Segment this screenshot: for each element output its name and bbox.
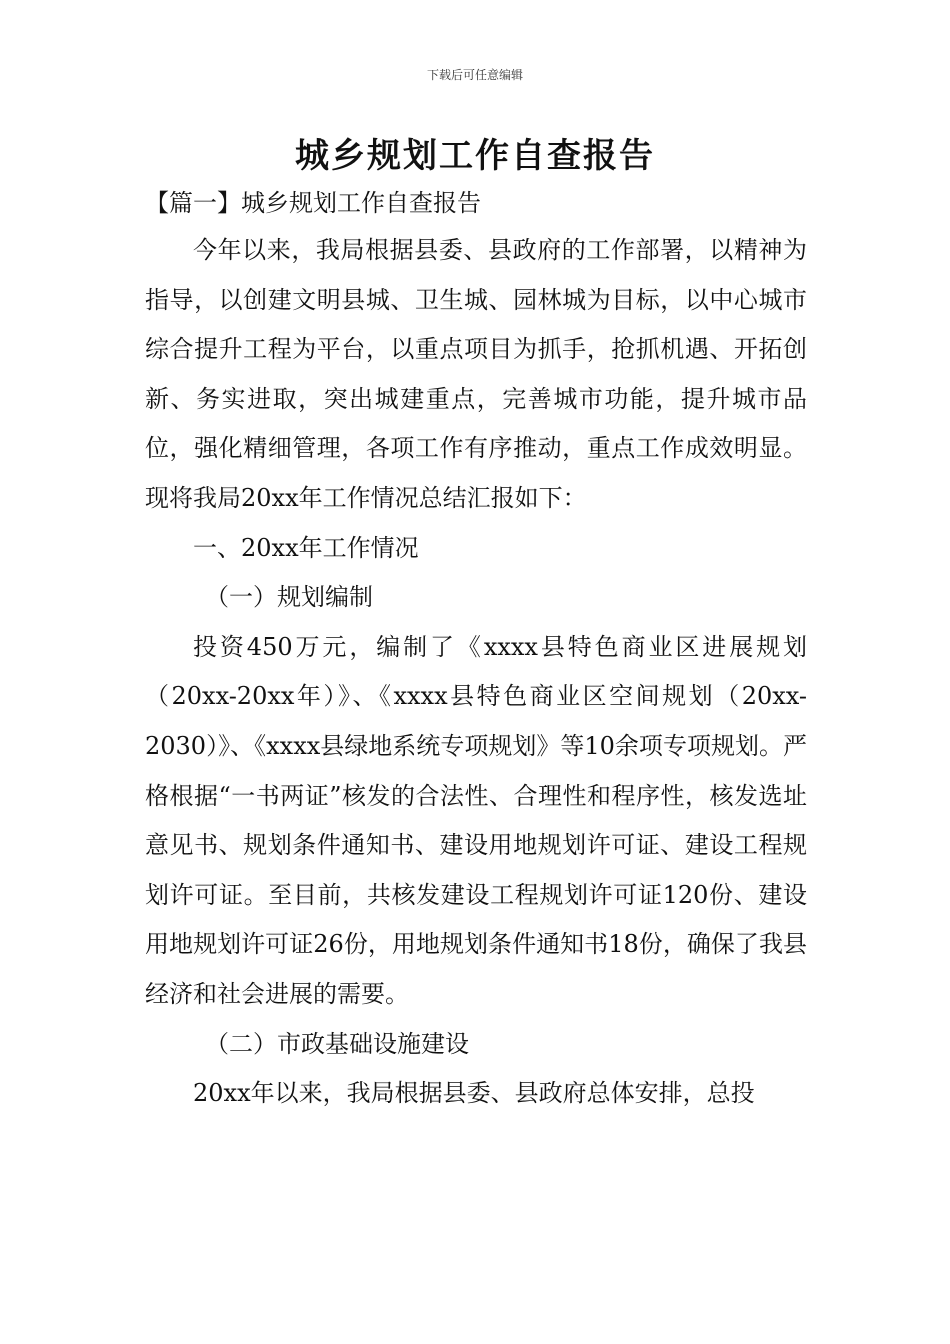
section-heading: 【篇一】城乡规划工作自查报告 <box>145 189 481 217</box>
document-body <box>145 226 807 1119</box>
intro-paragraph: 今年以来，我局根据县委、县政府的工作部署，以精神为指导，以创建文明县城、卫生城、园林城为目标，以中心城市综合提升工程为平台，以重点项目为抓手，抢抓机遇、开拓创新、务实进取，突出城建重点，完善城市功能，提升城市品位，强化精细管理，各项工作有序推动，重点工作成效明显。现将我局20xx年工作情况总结汇报如下： <box>145 236 807 512</box>
infrastructure-paragraph: 20xx年以来，我局根据县委、县政府总体安排，总投 <box>193 1079 755 1108</box>
subheading-infrastructure: （二）市政基础设施建设 <box>205 1029 469 1058</box>
subheading-planning: （一）规划编制 <box>205 583 373 612</box>
planning-paragraph: 投资450万元，编制了《xxxx县特色商业区进展规划（20xx-20xx年）》、《xxxx县特色商业区空间规划（20xx-2030）》、《xxxx县绿地系统专项规划》等10余项专项规划。严格根据“一书两证”核发的合法性、合理性和程序性，核发选址意见书、规划条件通知书、建设用地规划许可证、建设工程规划许可证。至目前，共核发建设工程规划许可证120份、建设用地规划许可证26份，用地规划条件通知书18份，确保了我县经济和社会进展的需要。 <box>145 632 807 1008</box>
document-title: 城乡规划工作自查报告 <box>295 136 655 176</box>
heading-work-status: 一、20xx年工作情况 <box>193 533 419 562</box>
header-note: 下载后可任意编辑 <box>426 68 523 82</box>
